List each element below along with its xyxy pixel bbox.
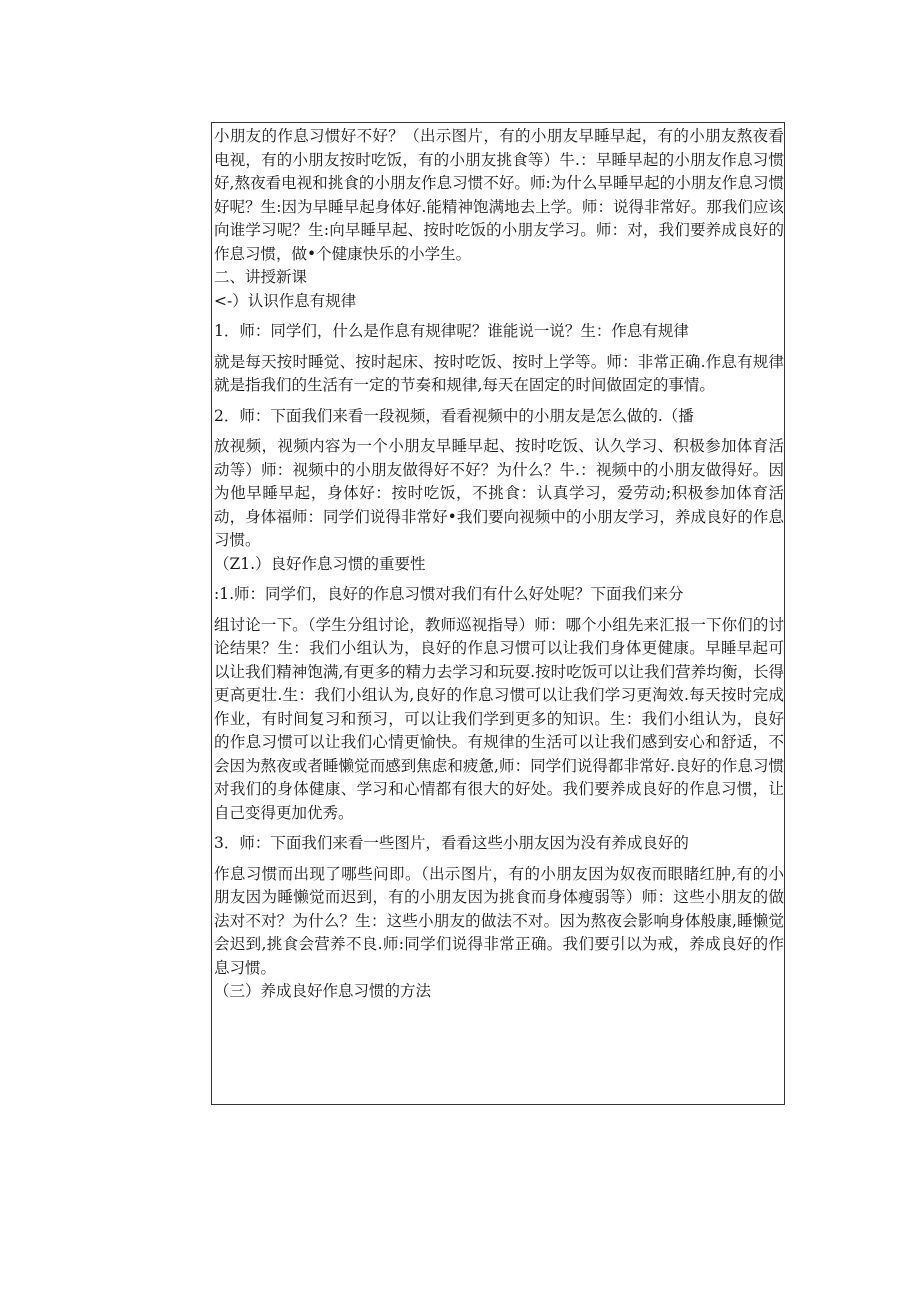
subsection-heading-regular-routine: <-）认识作息有规律 xyxy=(214,291,357,310)
item-3-body: 组讨论一下。（学生分组讨论，教师巡视指导）师：哪个小组先来汇报一下你们的讨论结果？生：我们小组认为，良好的作息习惯可以让我们身体更健康。早睡早起可以让我们精神饱满,有更多的精力去学习和玩耍.按时吃饭可以让我们营养均衡，长得更高更壮.生：我们小组认为,良好的作息习惯可以让我们学习更淘效.每天按时完成作业，有时间复习和预习，可以让我们学到更多的知识。生：我们小组认为，良好的作息习惯可以让我们心情更愉快。有规律的生活可以让我们感到安心和舒适，不会因为熬夜或者睡懒觉而感到焦虑和疲惫,师：同学们说得都非常好.良好的作息习惯对我们的身体健康、学习和心情都有很大的好处。我们要养成良好的作息习惯，让自己变得更加优秀。 xyxy=(214,615,784,822)
subsection-heading-methods: （三）养成良好作息习惯的方法 xyxy=(214,982,432,1000)
item-3-lead: :1.师：同学们，良好的作息习惯对我们有什么好处呢？下面我们来分 xyxy=(214,585,684,603)
item-2-lead: 2．师：下面我们来看一段视频，看看视频中的小朋友是怎么做的.（播 xyxy=(214,406,694,425)
section-heading-new-lesson: 二、讲授新课 xyxy=(214,268,308,286)
lesson-content xyxy=(214,125,784,1004)
item-2-body: 放视频，视频内容为一个小朋友早睡早起、按时吃饭、认久学习、积极参加体育活动等）师：视频中的小朋友做得好不好？为什么？牛.：视频中的小朋友做得好。因为他早睡早起，身体好：按时吃饭，不挑食：认真学习，爱劳动;积极参加体育活动，身体福师：同学们说得非常好•我们要向视频中的小朋友学习，养成良好的作息习惯。 xyxy=(214,437,784,549)
subsection-heading-importance: （Z1.）良好作息习惯的重要性 xyxy=(214,554,426,573)
item-4-body: 作息习惯而出现了哪些问即。（出示图片，有的小朋友因为奴夜而眼睹红肿,有的小朋友因为睡懒觉而迟到，有的小朋友因为挑食而身体瘦弱等）师：这些小朋友的做法对不对？为什么？生：这些小朋友的做法不对。因为熬夜会影响身体般康,睡懒觉会迟到,挑食会营养不良.师:同学们说得非常正确。我们要引以为戒，养成良好的作息习惯。 xyxy=(214,864,784,977)
paragraph-intro-discussion: 小朋友的作息习惯好不好？（出示图片，有的小朋友早睡早起，有的小朋友熬夜看电视，有的小朋友按时吃饭，有的小朋友挑食等）牛.：早睡早起的小朋友作息习惯好,熬夜看电视和挑食的小朋友作息习惯不好。师:为什么早睡早起的小朋友作息习惯好呢？生:因为早睡早起身体好.能精神饱满地去上学。师：说得非常好。那我们应该向谁学习呢？生:向早睡早起、按时吃饭的小朋友学习。师：对，我们要养成良好的作息习惯，做•个健康快乐的小学生。 xyxy=(214,127,784,263)
item-4-lead: 3．师：下面我们来看一些图片，看看这些小朋友因为没有养成良好的 xyxy=(214,834,689,852)
item-1-lead: 1．师：同学们，什么是作息有规律呢？谁能说一说？生：作息有规律 xyxy=(214,322,689,340)
item-1-body: 就是每天按时睡觉、按时起床、按时吃饭、按时上学等。师：非常正确.作息有规律就是指我们的生活有一定的节奏和规律,每天在固定的时间做固定的事情。 xyxy=(214,352,784,394)
